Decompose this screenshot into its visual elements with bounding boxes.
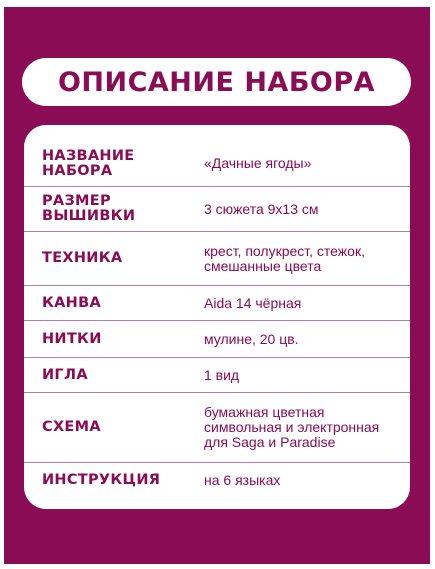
title-banner [22, 58, 411, 106]
row-value: 3 сюжета 9х13 см [204, 200, 319, 217]
row-label: НАЗВАНИЕ НАБОРА [42, 147, 135, 179]
row-value: «Дачные ягоды» [204, 155, 312, 171]
table-row-name [24, 141, 410, 187]
row-value: бумажная цветная символьная и электронная для Saga и Paradise [204, 404, 380, 450]
specs-table [24, 125, 410, 509]
row-label: ИНСТРУКЦИЯ [42, 471, 161, 488]
table-row-needle [24, 358, 410, 393]
row-value: крест, полукрест, стежок, смешанные цвета [204, 242, 365, 274]
page-title: ОПИСАНИЕ НАБОРА [57, 66, 376, 98]
table-row-instructions [24, 463, 410, 497]
row-label: ИГЛА [42, 366, 88, 383]
table-row-canvas [24, 286, 410, 321]
table-row-threads [24, 321, 410, 358]
table-row-scheme [24, 393, 410, 463]
row-label: ТЕХНИКА [42, 250, 123, 266]
row-value: на 6 языках [204, 471, 281, 488]
row-value: мулине, 20 цв. [204, 330, 299, 347]
row-label: СХЕМА [42, 419, 101, 435]
row-value: Aida 14 чёрная [204, 294, 302, 311]
table-row-size [24, 187, 410, 232]
table-row-technique [24, 232, 410, 286]
row-label: НИТКИ [42, 330, 102, 347]
row-label: РАЗМЕР ВЫШИВКИ [42, 193, 136, 224]
row-label: КАНВА [42, 294, 101, 311]
row-value: 1 вид [204, 366, 240, 383]
